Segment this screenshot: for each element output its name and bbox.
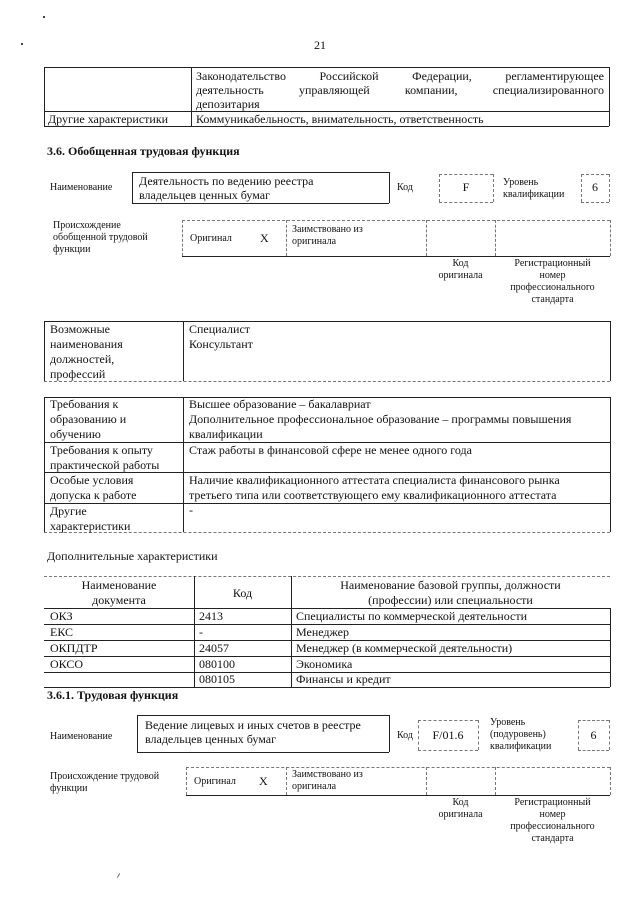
position-consultant: Консультант [189,337,253,351]
special-line-2: третьего типа или соответствующего ему квалификационного аттестата [189,488,557,502]
borrowed-label-line-1: Заимствовано из [292,224,363,235]
legislation-line-2: деятельность управляющей компании, специализированного [196,83,604,97]
positions-label-line-4: профессий [50,367,106,381]
table-row-doc: ЕКС [50,625,74,639]
reg-number-line-3: профессионального [510,282,595,293]
code-label: Код [397,730,413,741]
req-edu-line-1: Высшее образование – бакалавриат [189,397,371,411]
header-doc-line-2: документа [92,593,146,607]
other-characteristics-value: Коммуникабельность, внимательность, ответственность [196,112,484,126]
req-edu-label-line-1: Требования к [50,397,119,411]
code-original-line-1: Код [452,797,469,808]
table-row-name: Экономика [296,657,353,671]
scan-speck [117,873,120,878]
function-name-line-1: Ведение лицевых и иных счетов в реестре [145,718,361,732]
reg-number-line-3: профессионального [510,821,595,832]
level-label-line-1: Уровень [490,717,526,728]
header-doc-line-1: Наименование [81,578,157,592]
table-row-name: Специалисты по коммерческой деятельности [296,609,528,623]
table-row-code: 24057 [199,641,229,655]
function-name-line-2: владельцев ценных бумаг [139,188,271,202]
table-row-name: Финансы и кредит [296,672,391,686]
section-heading-3-6-1: 3.6.1. Трудовая функция [47,688,179,702]
origin-label-line-1: Происхождение [53,220,121,231]
position-specialist: Специалист [189,322,251,336]
name-label: Наименование [50,182,113,193]
origin-label-line-3: функции [53,244,91,255]
original-mark: X [260,231,269,245]
section-heading-3-6: 3.6. Обобщенная трудовая функция [47,144,240,158]
other-characteristics-label: Другие характеристики [48,112,169,126]
scan-speck [21,43,23,45]
reg-number-line-2: номер [539,270,566,281]
scan-speck [43,16,45,18]
level-label-line-2: квалификации [503,189,565,200]
req-exp-label-line-2: практической работы [50,458,160,472]
code-label: Код [397,182,413,193]
level-value: 6 [590,728,597,742]
code-original-line-2: оригинала [438,270,483,281]
borrowed-label-line-2: оригинала [292,236,337,247]
origin-label-line-2: обобщенной трудовой [53,232,148,243]
legislation-line-1: Законодательство Российской Федерации, регламентирующее [196,69,604,83]
positions-label-line-3: должностей, [50,352,115,366]
table-row-name: Менеджер [296,625,349,639]
level-label-line-3: квалификации [490,741,552,752]
other-label-line-2: характеристики [50,519,131,533]
header-base-line-1: Наименование базовой группы, должности [340,578,561,592]
original-mark: X [259,774,268,788]
positions-label-line-1: Возможные [50,322,110,336]
level-value: 6 [592,180,598,194]
level-label-line-2: (подуровень) [490,729,546,740]
reg-number-line-2: номер [539,809,566,820]
level-label-line-1: Уровень [503,177,539,188]
header-code: Код [232,586,253,600]
reg-number-line-4: стандарта [531,833,574,844]
table-row-code: 2413 [199,609,223,623]
function-name-line-1: Деятельность по ведению реестра [139,174,314,188]
special-label-line-2: допуска к работе [50,488,137,502]
special-label-line-1: Особые условия [50,473,134,487]
positions-label-line-2: наименования [50,337,123,351]
original-label: Оригинал [194,776,236,787]
reg-number-line-4: стандарта [531,294,574,305]
table-row-code: 080105 [199,672,235,686]
reg-number-line-1: Регистрационный [514,258,591,269]
special-line-1: Наличие квалификационного аттестата специалиста финансового рынка [189,473,560,487]
name-label: Наименование [50,731,113,742]
table-row-doc: ОКСО [50,657,84,671]
code-value: F [462,180,470,194]
origin-label-line-2: функции [50,783,88,794]
function-name-line-2: владельцев ценных бумаг [145,732,277,746]
req-exp-label-line-1: Требования к опыту [50,443,153,457]
table-row-code: - [199,625,203,639]
req-edu-label-line-3: обучению [50,427,101,441]
additional-heading: Дополнительные характеристики [47,549,218,563]
code-original-line-2: оригинала [438,809,483,820]
code-original-line-1: Код [452,258,469,269]
header-base-line-2: (профессии) или специальности [368,593,533,607]
req-edu-line-3: квалификации [189,427,263,441]
page-number: 21 [314,38,326,52]
other-label-line-1: Другие [50,504,87,518]
table-row-code: 080100 [199,657,235,671]
other-value: - [189,503,193,517]
table-row-doc: ОКЗ [50,609,73,623]
code-value: F/01.6 [432,728,464,742]
origin-label-line-1: Происхождение трудовой [50,771,160,782]
original-label: Оригинал [190,233,232,244]
borrowed-label-line-1: Заимствовано из [292,769,363,780]
legislation-line-3: депозитария [196,97,260,111]
req-edu-line-2: Дополнительное профессиональное образование – программы повышения [189,412,572,426]
req-exp-value: Стаж работы в финансовой сфере не менее одного года [189,443,472,457]
borrowed-label-line-2: оригинала [292,781,337,792]
table-row-name: Менеджер (в коммерческой деятельности) [296,641,513,655]
req-edu-label-line-2: образованию и [50,412,127,426]
reg-number-line-1: Регистрационный [514,797,591,808]
table-row-doc: ОКПДТР [50,641,98,655]
